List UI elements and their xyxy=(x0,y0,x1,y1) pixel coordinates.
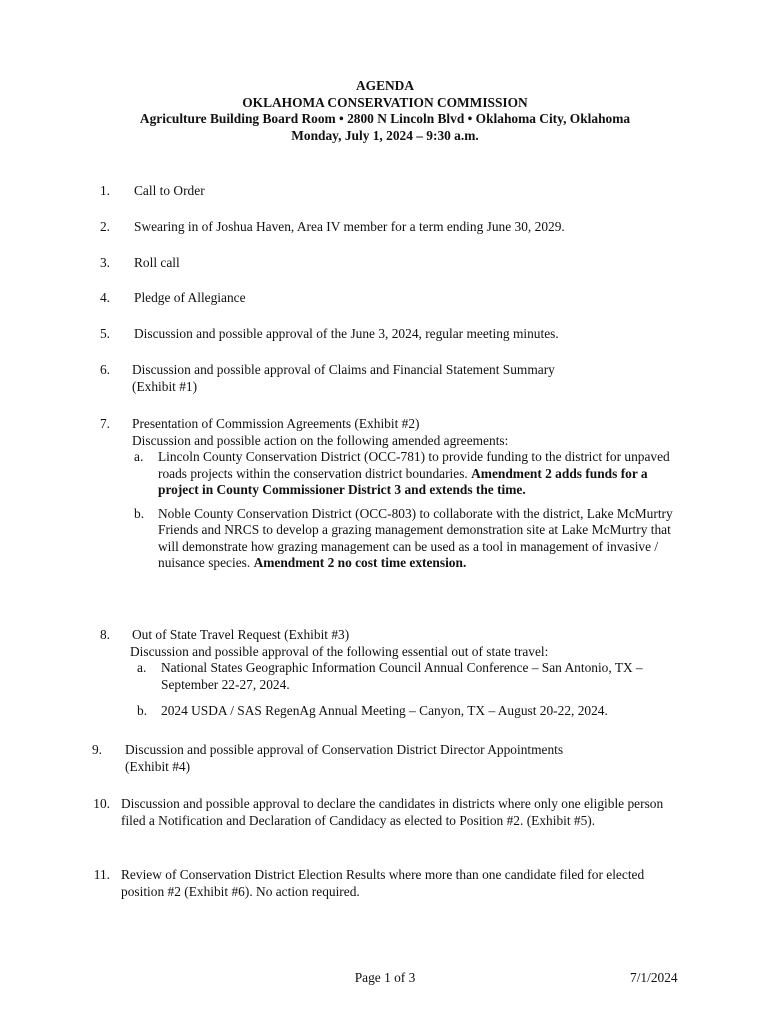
item-number: 1. xyxy=(99,183,110,198)
item-number: 2. xyxy=(99,219,110,234)
item-number: 3. xyxy=(99,255,110,270)
commission-name: OKLAHOMA CONSERVATION COMMISSION xyxy=(242,94,528,110)
item-text: Discussion and possible approval to declare the candidates in districts where only one eligible person filed a Notification and Declaration of Candidacy as elected to Position #2. (Exhibit #5). xyxy=(121,796,664,828)
sub-item-text: 2024 USDA / SAS RegenAg Annual Meeting – Canyon, TX – August 20-22, 2024. xyxy=(161,703,608,718)
item-line-1: Out of State Travel Request (Exhibit #3) xyxy=(132,627,350,642)
item-number: 7. xyxy=(99,416,110,431)
sub-item-label: a. xyxy=(134,449,144,464)
sub-item-8b xyxy=(137,703,697,720)
meeting-datetime: Monday, July 1, 2024 – 9:30 a.m. xyxy=(291,127,479,143)
item-text: Call to Order xyxy=(134,183,205,198)
sub-item-label: b. xyxy=(137,703,148,718)
item-line-1: Discussion and possible approval of Conservation District Director Appointments xyxy=(125,742,564,757)
item-text xyxy=(125,742,725,775)
page-number: Page 1 of 3 xyxy=(354,970,416,985)
item-text xyxy=(130,627,690,720)
item-number: 6. xyxy=(99,362,110,377)
item-line-2: Discussion and possible approval of the following essential out of state travel: xyxy=(130,643,549,659)
item-line-1: Presentation of Commission Agreements (Exhibit #2) xyxy=(132,416,420,431)
item-line-2: Discussion and possible action on the following amended agreements: xyxy=(132,432,509,448)
footer-date: 7/1/2024 xyxy=(630,970,678,985)
item-number: 9. xyxy=(91,742,102,757)
sub-item-bold: Amendment 2 adds funds for a project in County Commissioner District 3 and extends the time. xyxy=(158,465,648,497)
sub-item-8a xyxy=(137,660,677,693)
item-line-1: Discussion and possible approval of Claims and Financial Statement Summary xyxy=(132,362,555,377)
sub-item-text: National States Geographic Information Council Annual Conference – San Antonio, TX – September 22-27, 2024. xyxy=(161,660,643,692)
sub-item-text xyxy=(158,506,684,572)
item-text: Discussion and possible approval of the June 3, 2024, regular meeting minutes. xyxy=(134,326,559,341)
agenda-header xyxy=(0,78,770,144)
item-number: 8. xyxy=(99,627,110,642)
item-text: Pledge of Allegiance xyxy=(134,290,246,305)
item-text: Roll call xyxy=(134,255,180,270)
item-number: 4. xyxy=(99,290,110,305)
sub-item-plain: Lincoln County Conservation District (OCC-781) to provide funding to the district for unpaved roads projects within the conservation district boundaries. xyxy=(158,449,670,481)
sub-item-bold: Amendment 2 no cost time extension. xyxy=(253,555,467,570)
sub-item-text xyxy=(158,449,684,499)
sub-item-7b xyxy=(134,506,684,572)
item-text xyxy=(132,362,732,395)
item-text: Review of Conservation District Election Results where more than one candidate filed for elected position #2 (Exhibit #6). No action required. xyxy=(121,867,645,899)
sub-item-label: a. xyxy=(137,660,147,675)
item-number: 10. xyxy=(93,796,110,811)
item-line-2: (Exhibit #4) xyxy=(125,758,191,774)
meeting-location: Agriculture Building Board Room • 2800 N Lincoln Blvd • Oklahoma City, Oklahoma xyxy=(139,111,631,126)
sub-item-plain: Noble County Conservation District (OCC-803) to collaborate with the district, Lake McMurtry Friends and NRCS to develop a grazing management demonstration site at Lake McMurtry that will demonstrate how grazing management can be used as a tool in management of invasive / nuisance species. xyxy=(158,505,673,570)
item-line-2: (Exhibit #1) xyxy=(132,378,198,394)
item-text xyxy=(132,416,692,572)
sub-item-7a xyxy=(134,449,684,499)
sub-item-label: b. xyxy=(134,505,145,521)
agenda-title: AGENDA xyxy=(355,78,415,93)
item-number: 5. xyxy=(99,326,110,341)
item-text: Swearing in of Joshua Haven, Area IV member for a term ending June 30, 2029. xyxy=(134,219,565,234)
item-number: 11. xyxy=(93,867,110,882)
